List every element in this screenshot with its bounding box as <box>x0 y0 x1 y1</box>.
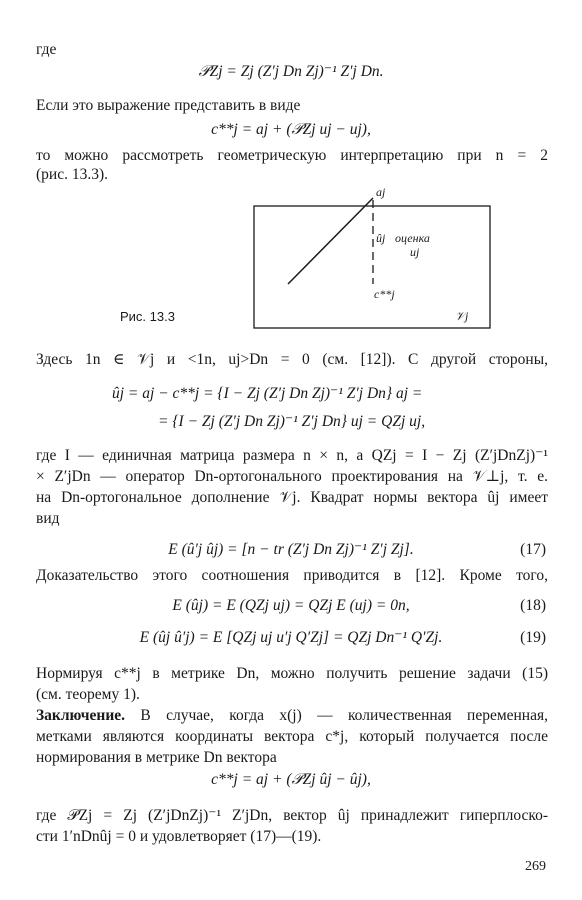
text-line: Если это выражение представить в виде <box>36 97 301 114</box>
page-number: 269 <box>525 859 546 874</box>
text-line: Доказательство этого соотношения приводится в [12]. Кроме того, <box>36 567 548 584</box>
text-line: × Z′jDn — оператор Dn-ортогонального проектирования на 𝒱⊥j, т. е. <box>36 468 548 485</box>
figure-label-uhat: ûj <box>376 231 386 245</box>
text-line: нормирования в метрике Dn вектора <box>36 749 277 766</box>
text-line: вид <box>36 510 60 527</box>
equation-c-star-final: c**j = aj + (𝒫Zj ûj − ûj), <box>211 771 371 788</box>
text-line: метками являются координаты вектора c*j, который получается после <box>36 728 548 745</box>
equation-18: E (ûj) = E (QZj uj) = QZj E (uj) = 0n, <box>172 597 410 614</box>
text-line: где I — единичная матрица размера n × n, a QZj = I − Zj (Z′jDnZj)⁻¹ <box>36 447 548 464</box>
equation-uhat: ûj = aj − c**j = {I − Zj (Z′j Dn Zj)⁻¹ Z′j Dn} aj = <box>112 385 423 402</box>
text-line: где 𝒫Zj = Zj (Z′jDnZj)⁻¹ Z′jDn, вектор ûj принадлежит гиперплоско- <box>36 807 548 824</box>
text-line: (рис. 13.3). <box>36 166 108 183</box>
text-line: то можно рассмотреть геометрическую интерпретацию при n = 2 <box>36 147 548 164</box>
text-line: сти 1′nDnûj = 0 и удовлетворяет (17)—(19). <box>36 828 322 845</box>
figure-13-3 <box>250 184 495 334</box>
equation-projector: 𝒫Zj = Zj (Z′j Dn Zj)⁻¹ Z′j Dn. <box>198 63 384 80</box>
figure-diagonal-line <box>288 198 373 284</box>
figure-label-cj: c**j <box>374 287 395 301</box>
text-line: где <box>36 41 57 58</box>
figure-caption: Рис. 13.3 <box>120 309 175 324</box>
figure-label-vj: 𝒱j <box>455 309 469 323</box>
equation-number-19: (19) <box>520 629 546 646</box>
figure-label-uj: uj <box>410 245 420 259</box>
conclusion-line <box>36 706 548 726</box>
conclusion-heading: Заключение. <box>36 707 126 724</box>
figure-label-ocenka: оценка <box>395 231 430 245</box>
equation-number-18: (18) <box>520 597 546 614</box>
equation-19: E (ûj û′j) = E [QZj uj u′j Q′Zj] = QZj Dn⁻¹ Q′Zj. <box>139 629 443 646</box>
text-line: Нормируя c**j в метрике Dn, можно получить решение задачи (15) <box>36 665 548 682</box>
text-line: на Dn-ортогональное дополнение 𝒱j. Квадрат нормы вектора ûj имеет <box>36 489 548 506</box>
figure-label-aj: aj <box>376 185 386 199</box>
equation-17: E (û′j ûj) = [n − tr (Z′j Dn Zj)⁻¹ Z′j Zj]. <box>168 541 414 558</box>
text-line: (см. теорему 1). <box>36 686 140 703</box>
equation-uhat-cont: = {I − Zj (Z′j Dn Zj)⁻¹ Z′j Dn} uj = QZj uj, <box>158 413 426 430</box>
text-line: Здесь 1n ∈ 𝒱j и <1n, uj>Dn = 0 (см. [12]). С другой стороны, <box>36 351 548 368</box>
equation-c-star: c**j = aj + (𝒫Zj uj − uj), <box>211 121 371 138</box>
conclusion-text: В случае, когда x(j) — количественная переменная, <box>125 707 548 724</box>
equation-number-17: (17) <box>520 541 546 558</box>
